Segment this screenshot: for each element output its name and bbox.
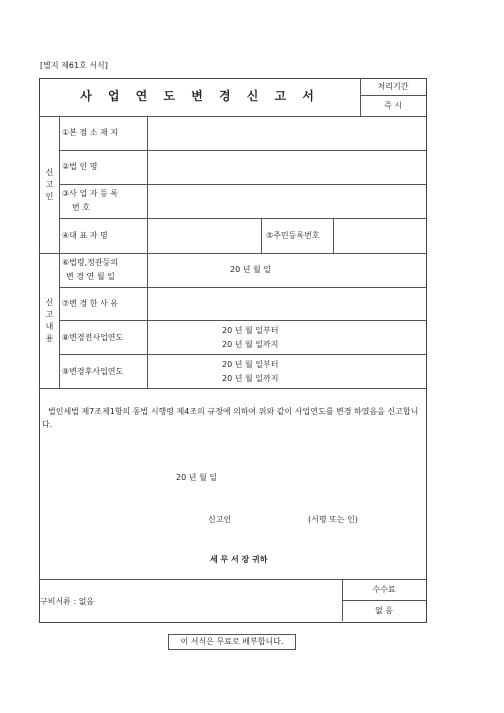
corp-name-label: ②법 인 명 xyxy=(62,162,98,171)
biz-reg-label-line1: ③사 업 자 등 록 xyxy=(62,189,118,198)
section-applicant-label: 신 고 인 xyxy=(45,168,54,201)
signature-field[interactable]: (서명 또는 인) xyxy=(308,515,358,524)
change-date-value[interactable]: 20 년 월 일 xyxy=(230,265,271,274)
signer-label: 신고인 xyxy=(208,515,232,524)
change-reason-label: ⑦변 경 한 사 유 xyxy=(62,299,118,308)
resident-no-label: ⑤주민등록번호 xyxy=(266,231,320,240)
section-content-label: 신 고 내 용 xyxy=(45,298,54,343)
form-number: [별지 제61호 서식] xyxy=(40,61,108,70)
processing-period-value: 즉 시 xyxy=(384,101,402,110)
after-period-label: ⑨변경후사업연도 xyxy=(62,367,124,376)
before-period-label: ⑧변경전사업연도 xyxy=(62,333,124,342)
fee-label: 수수료 xyxy=(372,585,396,594)
biz-reg-field[interactable] xyxy=(148,185,425,218)
footer-note: 이 서식은 무료로 배부합니다. xyxy=(168,634,296,650)
date-line[interactable]: 20 년 월 일 xyxy=(176,473,217,482)
before-period-from[interactable]: 20 년 월 일부터 xyxy=(222,326,279,335)
form-title: 사 업 연 도 변 경 신 고 서 xyxy=(80,88,320,103)
corp-name-field[interactable] xyxy=(148,151,425,184)
before-period-to[interactable]: 20 년 월 일까지 xyxy=(222,340,279,349)
attachments: 구비서류 : 없음 xyxy=(40,597,95,606)
head-office-label: ①본 점 소 재 지 xyxy=(62,128,118,137)
representative-label: ④대 표 자 명 xyxy=(62,231,108,240)
head-office-field[interactable] xyxy=(148,117,425,150)
after-period-from[interactable]: 20 년 월 일부터 xyxy=(222,360,279,369)
biz-reg-label-line2: 번 호 xyxy=(72,203,90,212)
change-date-label-line1: ⑥법령,정관등의 xyxy=(62,258,119,267)
resident-no-field[interactable] xyxy=(334,219,425,253)
declaration-statement: 법인세법 제7조제1항의 동법 시행령 제4조의 규정에 의하여 위와 같이 사업연도를 변경 하였음을 신고합니다. xyxy=(42,407,419,429)
change-reason-field[interactable] xyxy=(148,288,425,320)
fee-value: 없 음 xyxy=(375,606,393,615)
recipient: 세 무 서 장 귀하 xyxy=(210,555,268,564)
processing-period-label: 처리기간 xyxy=(377,82,409,91)
after-period-to[interactable]: 20 년 월 일까지 xyxy=(222,374,279,383)
change-date-label-line2: 변 경 연 월 일 xyxy=(66,272,115,281)
representative-field[interactable] xyxy=(148,219,261,253)
